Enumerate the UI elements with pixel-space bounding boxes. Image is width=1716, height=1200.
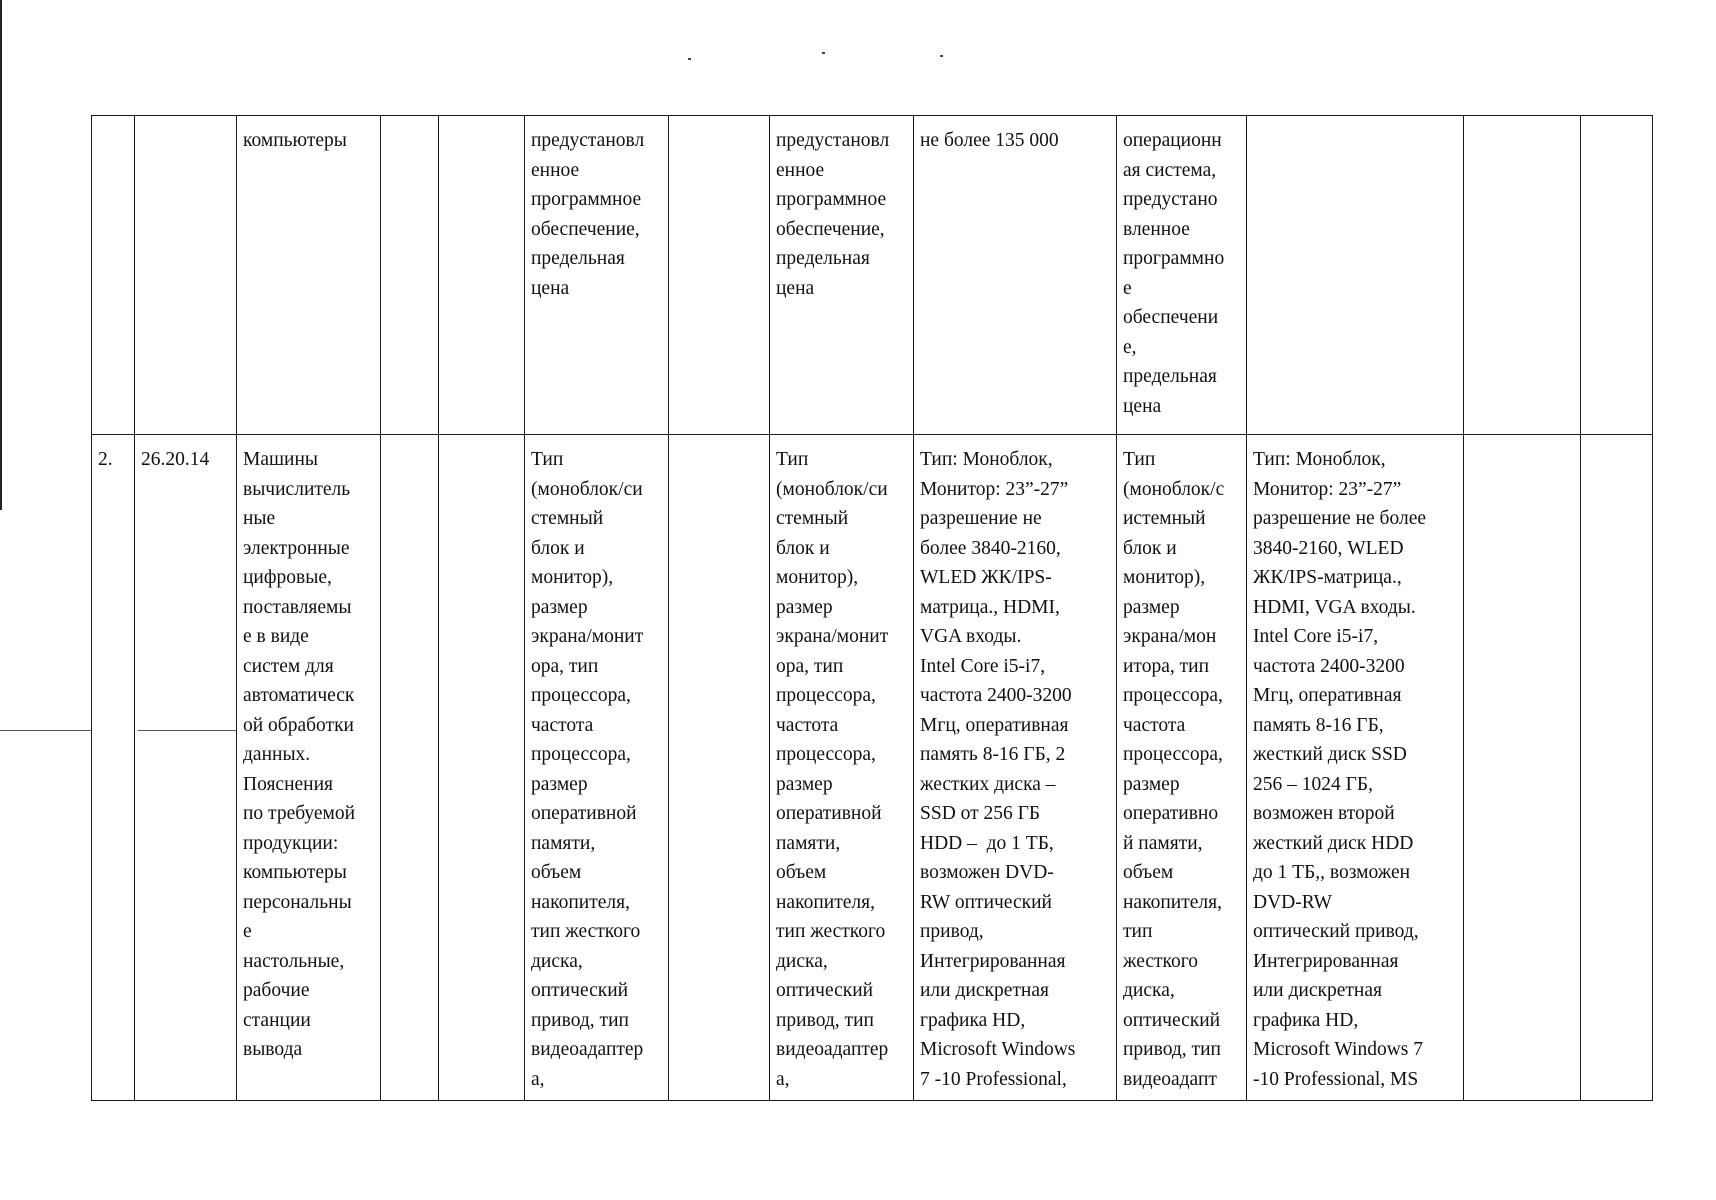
cell-code [135, 116, 237, 435]
cell-value-2 [1247, 116, 1464, 435]
cell-col5 [439, 435, 525, 1101]
cell-characteristics-3: Тип (моноблок/с истемный блок и монитор), размер экрана/мон итора, тип процессора, частота процессора, размер оперативно й памяти, объем накопителя, тип жесткого диска, оптический привод, тип видеоадапт [1117, 435, 1247, 1101]
cell-characteristics-3: операционн ая система, предустано вленное программно е обеспечени е, предельная цена [1117, 116, 1247, 435]
cell-name: компьютеры [237, 116, 381, 435]
scan-dash-line [0, 730, 91, 731]
cell-value: не более 135 000 [914, 116, 1117, 435]
scan-speck [688, 58, 691, 60]
cell-col12 [1464, 116, 1581, 435]
cell-number: 2. [92, 435, 135, 1101]
scan-speck [822, 52, 825, 54]
cell-characteristics: Тип (моноблок/си стемный блок и монитор), размер экрана/монит ора, тип процессора, частота процессора, размер оперативной памяти, объем накопителя, тип жесткого диска, оптический привод, тип видеоадаптер а, [525, 435, 669, 1101]
cell-col7 [669, 116, 770, 435]
scan-edge-line [0, 0, 2, 510]
cell-value: Тип: Моноблок, Монитор: 23”-27” разрешение не более 3840-2160, WLED ЖК/IPS- матрица., HDMI, VGA входы. Intel Core i5-i7, частота 2400-3200 Мгц, оперативная память 8-16 ГБ, 2 жестких диска – SSD от 256 ГБ HDD – до 1 ТБ, возможен DVD- RW оптический привод, Интегрированная или дискретная графика HD, Microsoft Windows 7 -10 Professional, [914, 435, 1117, 1101]
cell-col5 [439, 116, 525, 435]
scan-speck [940, 55, 943, 57]
cell-col4 [381, 435, 439, 1101]
cell-code: 26.20.14 [135, 435, 237, 1101]
table-row [92, 435, 1653, 1101]
cell-col4 [381, 116, 439, 435]
table-row [92, 116, 1653, 435]
cell-col13 [1581, 116, 1653, 435]
cell-name: Машины вычислитель ные электронные цифровые, поставляемы е в виде систем для автоматическ ой обработки данных. Пояснения по требуемой продукции: компьютеры персональны е настольные, рабочие станции вывода [237, 435, 381, 1101]
cell-col12 [1464, 435, 1581, 1101]
specification-table [91, 115, 1653, 1101]
cell-col13 [1581, 435, 1653, 1101]
cell-col7 [669, 435, 770, 1101]
cell-characteristics: предустановл енное программное обеспечение, предельная цена [525, 116, 669, 435]
cell-characteristics-2: предустановл енное программное обеспечение, предельная цена [770, 116, 914, 435]
cell-characteristics-2: Тип (моноблок/си стемный блок и монитор), размер экрана/монит ора, тип процессора, частота процессора, размер оперативной памяти, объем накопителя, тип жесткого диска, оптический привод, тип видеоадаптер а, [770, 435, 914, 1101]
cell-number [92, 116, 135, 435]
cell-value-2: Тип: Моноблок, Монитор: 23”-27” разрешение не более 3840-2160, WLED ЖК/IPS-матрица., HDMI, VGA входы. Intel Core i5-i7, частота 2400-3200 Мгц, оперативная память 8-16 ГБ, жесткий диск SSD 256 – 1024 ГБ, возможен второй жесткий диск HDD до 1 ТБ,, возможен DVD-RW оптический привод, Интегрированная или дискретная графика HD, Microsoft Windows 7 -10 Professional, MS [1247, 435, 1464, 1101]
